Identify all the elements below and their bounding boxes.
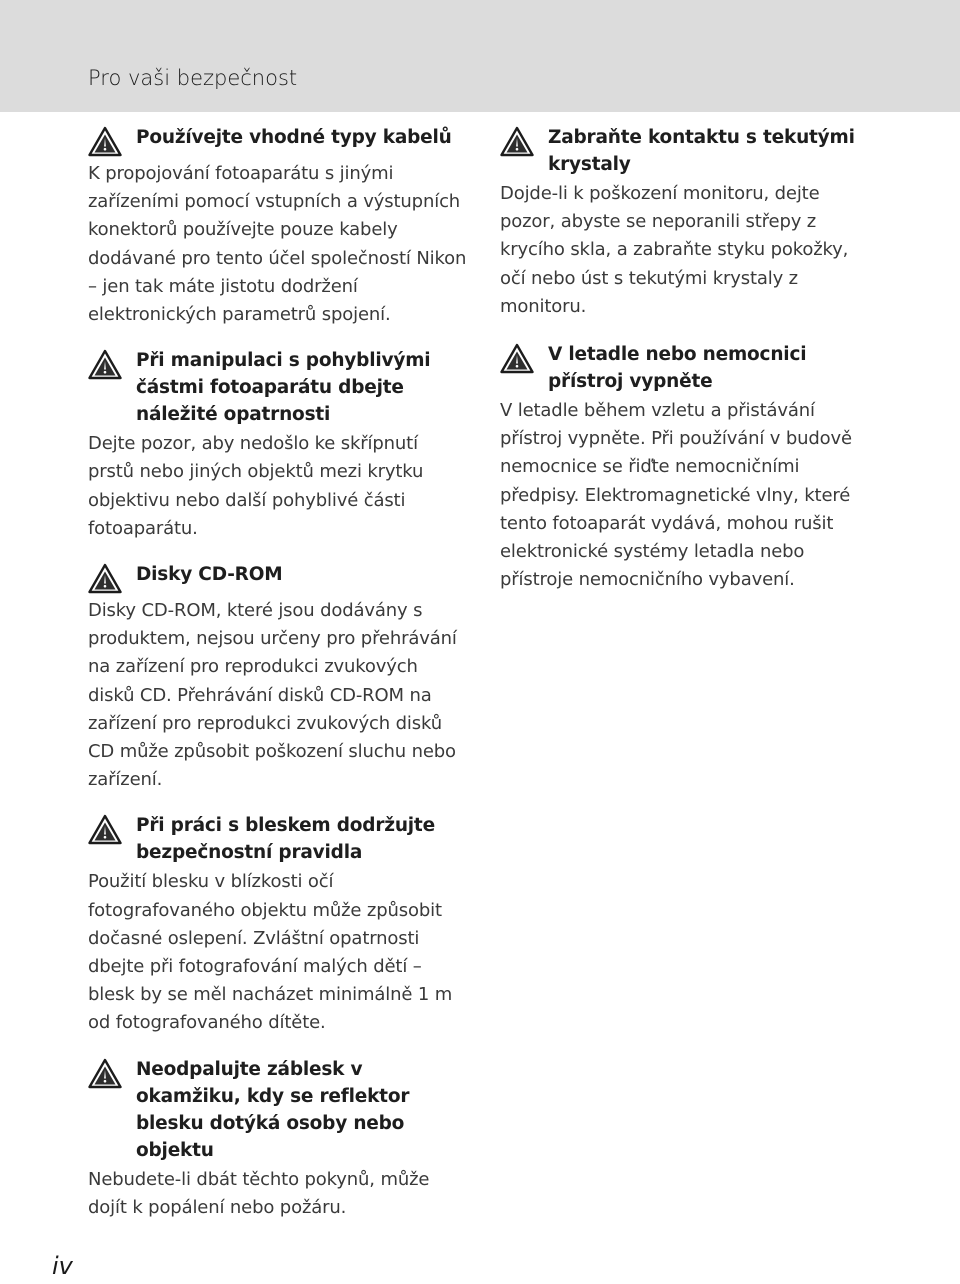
section-heading [500,341,872,395]
section-title: Zabraňte kontaktu s tekutými krystaly [548,127,855,175]
section-title: Používejte vhodné typy kabelů [136,127,452,148]
section-body: Použití blesku v blízkosti očí fotografovaného objektu může způsobit dočasné oslepení. Zvláštní opatrnosti dbejte při fotografování malých dětí – blesk by se měl nacházet minimálně 1 m od fotografovaného dítěte. [88,871,453,1034]
section-body: Disky CD-ROM, které jsou dodávány s produktem, nejsou určeny pro přehrávání na zařízení pro reprodukci zvukových disků CD. Přehrávání disků CD-ROM na zařízení pro reprodukci zvukových disků CD může způsobit poškození sluchu nebo zařízení. [88,600,457,791]
section-flash-contact [88,1056,468,1222]
warning-triangle-icon [500,126,534,157]
page-number: iv [52,1252,73,1280]
section-heading [88,347,468,428]
section-moving-parts [88,347,468,543]
page-title: Pro vaši bezpečnost [88,66,298,90]
right-column [500,124,872,594]
section-body: V letadle během vzletu a přistávání přístroj vypněte. Při používání v budově nemocnice se řiďte nemocničními předpisy. Elektromagnetické vlny, které tento fotoaparát vydává, mohou rušit elektronické systémy letadla nebo přístroje nemocničního vybavení. [500,400,852,591]
section-heading [88,124,468,158]
section-title: Při manipulaci s pohyblivými částmi fotoaparátu dbejte náležité opatrnosti [136,350,431,426]
section-body: Nebudete-li dbát těchto pokynů, může dojít k popálení nebo požáru. [88,1168,430,1218]
section-title: Neodpalujte záblesk v okamžiku, kdy se reflektor blesku dotýká osoby nebo objektu [136,1058,410,1161]
section-title: Při práci s bleskem dodržujte bezpečnostní pravidla [136,815,435,864]
section-heading [500,124,872,178]
section-heading [88,1056,468,1164]
section-aircraft-hospital [500,341,872,594]
section-title: V letadle nebo nemocnici přístroj vypněte [548,344,807,393]
warning-triangle-icon [88,814,122,845]
section-heading [88,561,468,595]
page-header-band [0,0,960,112]
section-title: Disky CD-ROM [136,564,283,586]
warning-triangle-icon [500,343,534,374]
section-heading [88,812,468,866]
section-body: Dojde-li k poškození monitoru, dejte pozor, abyste se neporanili střepy z krycího skla, a zabraňte styku pokožky, očí nebo úst s tekutými krystaly z monitoru. [500,183,849,317]
warning-triangle-icon [88,126,122,157]
section-cd-rom [88,561,468,794]
section-flash-safety [88,812,468,1037]
section-liquid-crystals [500,124,872,321]
section-body: K propojování fotoaparátu s jinými zařízeními pomocí vstupních a výstupních konektorů používejte pouze kabely dodávané pro tento účel společností Nikon – jen tak máte jistotu dodržení elektronických parametrů spojení. [88,163,467,326]
warning-triangle-icon [88,349,122,380]
section-body: Dejte pozor, aby nedošlo ke skřípnutí prstů nebo jiných objektů mezi krytku objektivu nebo další pohyblivé části fotoaparátu. [88,433,424,539]
section-cables [88,124,468,329]
left-column [88,124,468,1222]
warning-triangle-icon [88,1058,122,1089]
warning-triangle-icon [88,563,122,594]
